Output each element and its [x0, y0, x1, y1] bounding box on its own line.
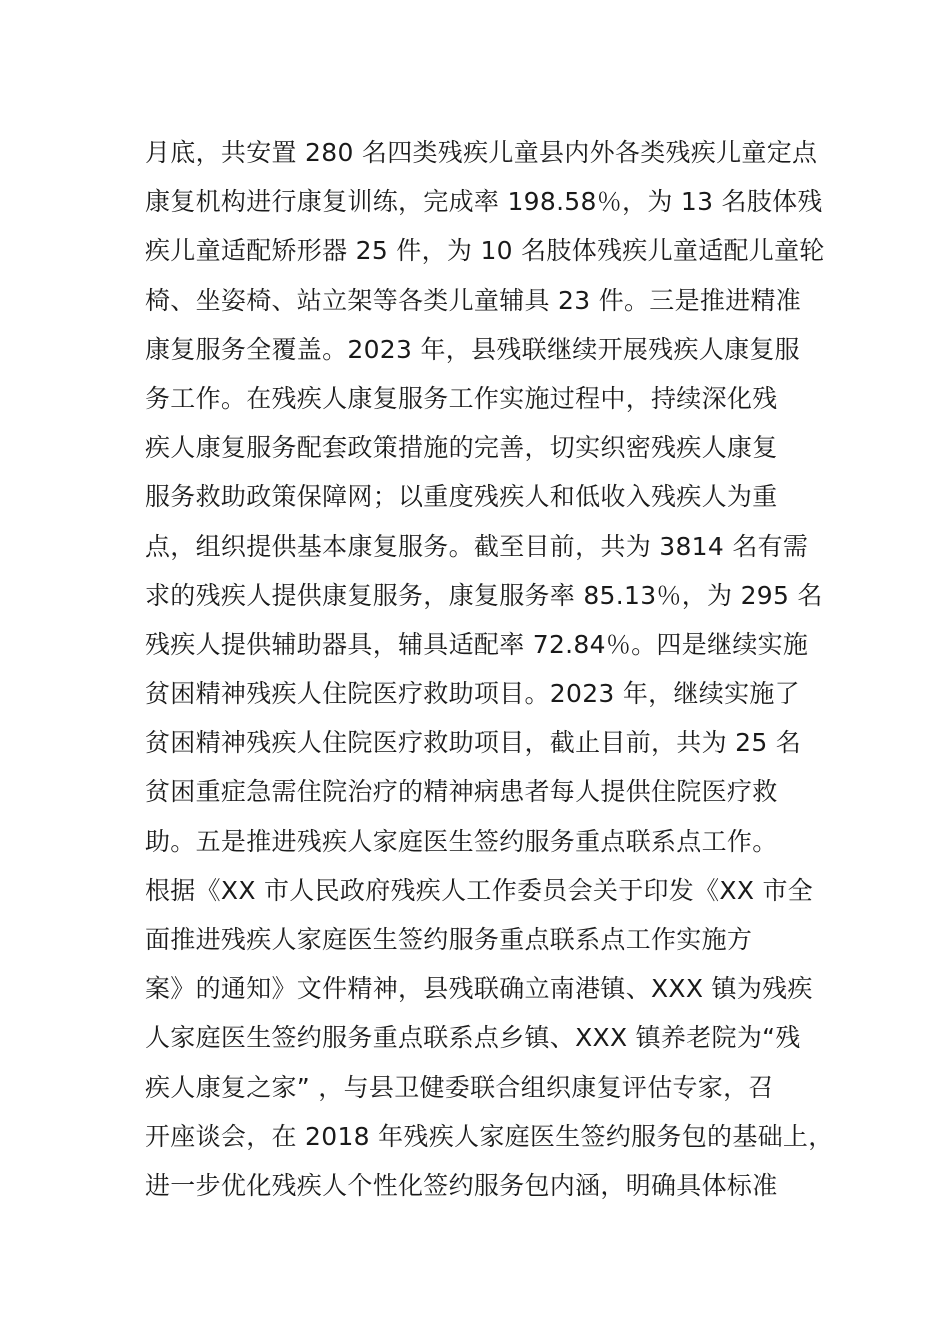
text-line-12: 贫困精神残疾人住院医疗救助项目。2023 年，继续实施了	[145, 679, 800, 709]
body-text	[145, 128, 834, 1210]
text-line-3: 疾儿童适配矫形器 25 件，为 10 名肢体残疾儿童适配儿童轮	[145, 236, 825, 266]
text-line-22: 进一步优化残疾人个性化签约服务包内涵，明确具体标准	[145, 1170, 778, 1200]
text-line-16: 根据《XX 市人民政府残疾人工作委员会关于印发《XX 市全	[145, 875, 814, 905]
text-line-15: 助。五是推进残疾人家庭医生签约服务重点联系点工作。	[145, 826, 778, 856]
text-line-18: 案》的通知》文件精神，县残联确立南港镇、XXX 镇为残疾	[145, 974, 813, 1004]
text-line-6: 务工作。在残疾人康复服务工作实施过程中，持续深化残	[145, 383, 778, 413]
text-line-9: 点，组织提供基本康复服务。截至目前，共为 3814 名有需	[145, 531, 809, 561]
text-line-19: 人家庭医生签约服务重点联系点乡镇、XXX 镇养老院为“残	[145, 1023, 801, 1053]
text-line-7: 疾人康复服务配套政策措施的完善，切实织密残疾人康复	[145, 433, 778, 463]
text-line-2: 康复机构进行康复训练，完成率 198.58％，为 13 名肢体残	[145, 187, 823, 217]
text-line-14: 贫困重症急需住院治疗的精神病患者每人提供住院医疗救	[145, 777, 778, 807]
text-line-17: 面推进残疾人家庭医生签约服务重点联系点工作实施方	[145, 925, 753, 954]
text-line-11: 残疾人提供辅助器具，辅具适配率 72.84％。四是继续实施	[145, 629, 809, 659]
text-line-8: 服务救助政策保障网；以重度残疾人和低收入残疾人为重	[145, 482, 778, 512]
text-line-20: 疾人康复之家” ，与县卫健委联合组织康复评估专家，召	[145, 1072, 774, 1102]
text-line-4: 椅、坐姿椅、站立架等各类儿童辅具 23 件。三是推进精准	[145, 285, 802, 315]
text-line-1: 月底，共安置 280 名四类残疾儿童县内外各类残疾儿童定点	[145, 138, 818, 167]
text-line-21: 开座谈会，在 2018 年残疾人家庭医生签约服务包的基础上，	[145, 1121, 834, 1151]
text-line-10: 求的残疾人提供康复服务，康复服务率 85.13％，为 295 名	[145, 580, 823, 610]
text-line-13: 贫困精神残疾人住院医疗救助项目，截止目前，共为 25 名	[145, 728, 802, 758]
text-line-5: 康复服务全覆盖。2023 年，县残联继续开展残疾人康复服	[145, 334, 800, 364]
